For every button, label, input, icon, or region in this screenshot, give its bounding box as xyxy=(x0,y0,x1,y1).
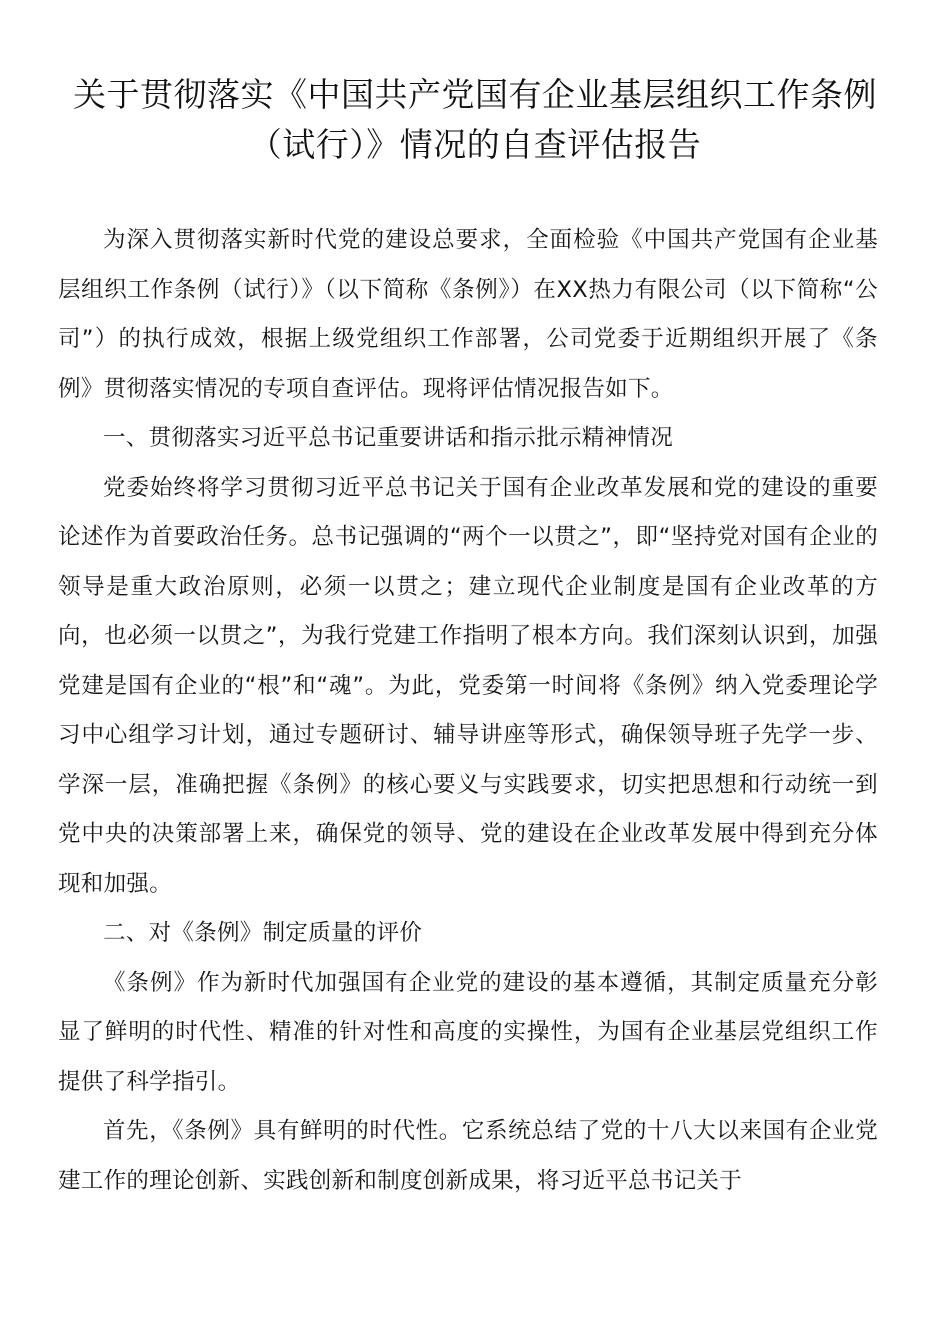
document-body xyxy=(58,216,878,1206)
section-2-paragraph-2: 首先，《条例》具有鲜明的时代性。它系统总结了党的十八大以来国有企业党建工作的理论创新、实践创新和制度创新成果，将习近平总书记关于 xyxy=(58,1118,878,1194)
document-title: 关于贯彻落实《中国共产党国有企业基层组织工作条例（试行）》情况的自查评估报告 xyxy=(73,75,877,164)
section-2-paragraph-1: 《条例》作为新时代加强国有企业党的建设的基本遵循，其制定质量充分彰显了鲜明的时代性、精准的针对性和高度的实操性，为国有企业基层党组织工作提供了科学指引。 xyxy=(58,969,878,1095)
intro-paragraph: 为深入贯彻落实新时代党的建设总要求，全面检验《中国共产党国有企业基层组织工作条例（试行）》（以下简称《条例》）在XX热力有限公司（以下简称“公司”）的执行成效，根据上级党组织工作部署，公司党委于近期组织开展了《条例》贯彻落实情况的专项自查评估。现将评估情况报告如下。 xyxy=(58,227,878,402)
section-1-paragraph: 党委始终将学习贯彻习近平总书记关于国有企业改革发展和党的建设的重要论述作为首要政治任务。总书记强调的“两个一以贯之”，即“坚持党对国有企业的领导是重大政治原则，必须一以贯之；建立现代企业制度是国有企业改革的方向，也必须一以贯之”，为我行党建工作指明了根本方向。我们深刻认识到，加强党建是国有企业的“根”和“魂”。为此，党委第一时间将《条例》纳入党委理论学习中心组学习计划，通过专题研讨、辅导讲座等形式，确保领导班子先学一步、学深一层，准确把握《条例》的核心要义与实践要求，切实把思想和行动统一到党中央的决策部署上来，确保党的领导、党的建设在企业改革发展中得到充分体现和加强。 xyxy=(58,474,878,897)
section-heading-2: 二、对《条例》制定质量的评价 xyxy=(103,920,423,946)
section-heading-1: 一、贯彻落实习近平总书记重要讲话和指示批示精神情况 xyxy=(103,425,674,451)
